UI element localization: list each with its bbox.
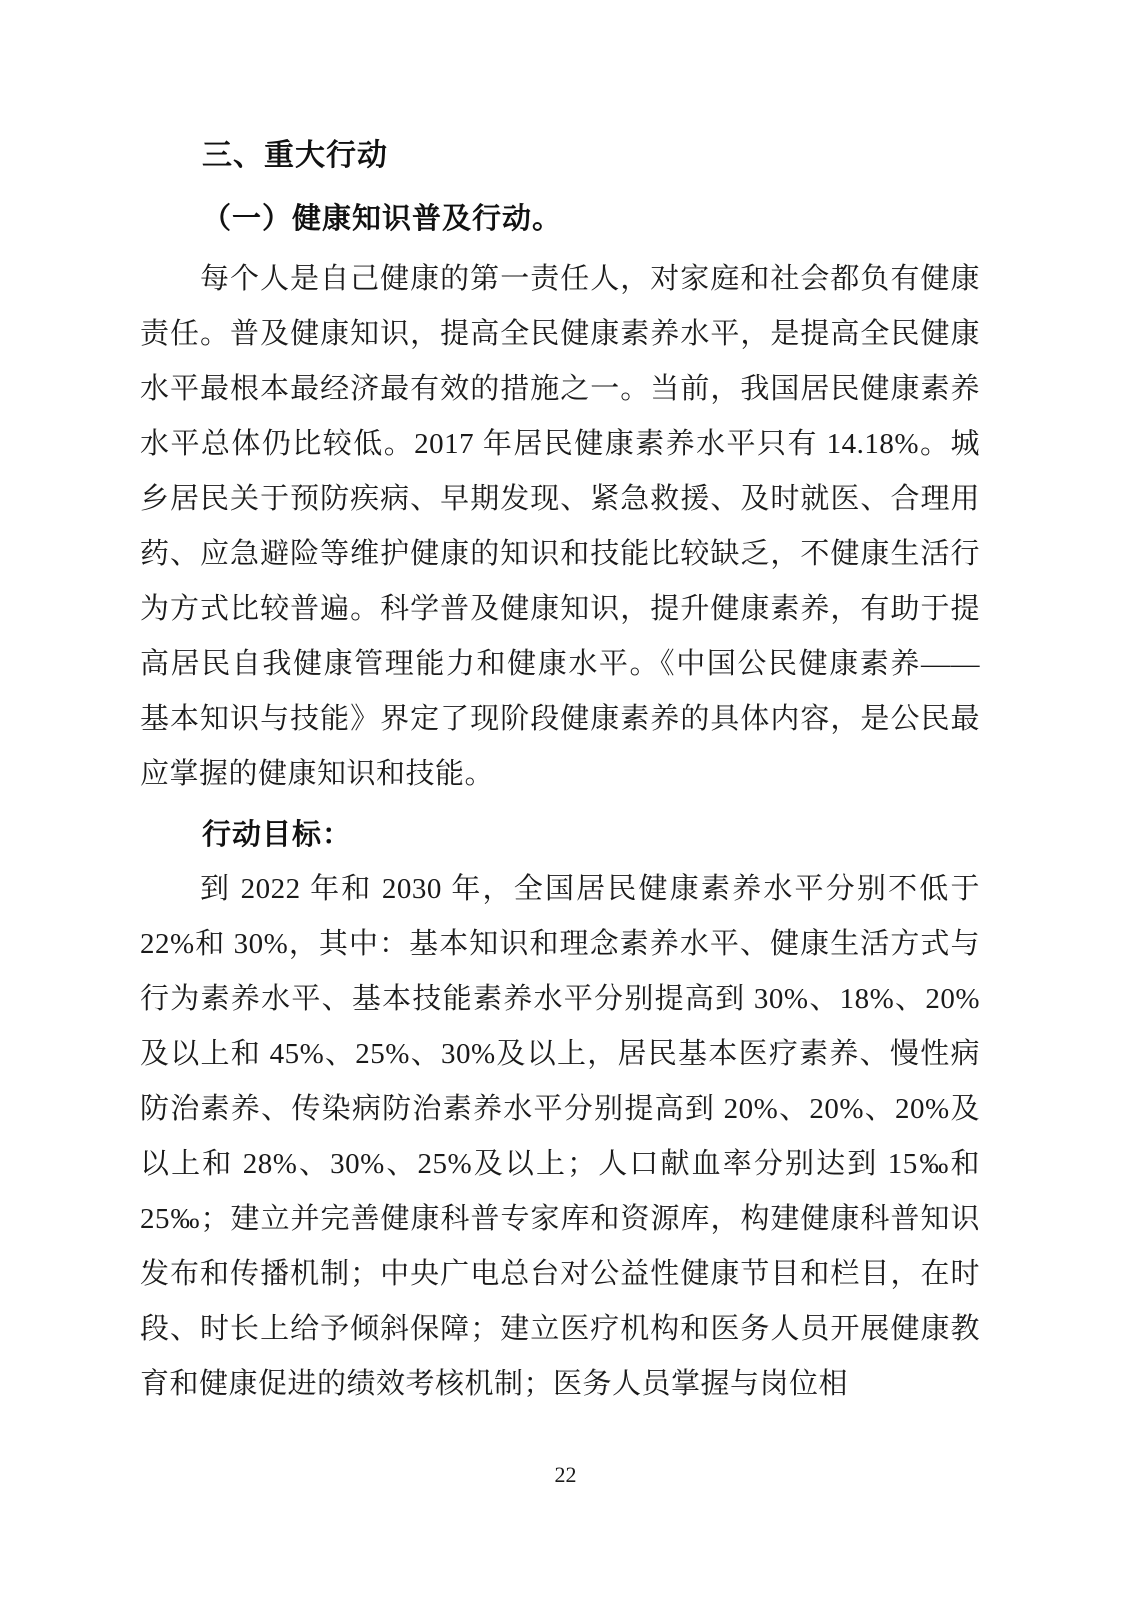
page-content [140, 130, 980, 1414]
paragraph-health-knowledge-intro: 每个人是自己健康的第一责任人，对家庭和社会都负有健康责任。普及健康知识，提高全民健康素养水平，是提高全民健康水平最根本最经济最有效的措施之一。当前，我国居民健康素养水平总体仍比较低。2017 年居民健康素养水平只有 14.18%。城乡居民关于预防疾病、早期发现、紧急救援、及时就医、合理用药、应急避险等维护健康的知识和技能比较缺乏，不健康生活行为方式比较普遍。科学普及健康知识，提升健康素养，有助于提高居民自我健康管理能力和健康水平。《中国公民健康素养——基本知识与技能》界定了现阶段健康素养的具体内容，是公民最应掌握的健康知识和技能。 [140, 263, 980, 790]
section-heading-major-actions: 三、重大行动 [202, 138, 388, 173]
subsection-heading-health-knowledge: （一）健康知识普及行动。 [202, 201, 563, 235]
paragraph-action-goals: 到 2022 年和 2030 年，全国居民健康素养水平分别不低于 22%和 30%，其中：基本知识和理念素养水平、健康生活方式与行为素养水平、基本技能素养水平分别提高到 30%、18%、20%及以上和 45%、25%、30%及以上，居民基本医疗素养、慢性病防治素养、传染病防治素养水平分别提高到 20%、20%、20%及以上和 28%、30%、25%及以上；人口献血率分别达到 15‰和 25‰；建立并完善健康科普专家库和资源库，构建健康科普知识发布和传播机制；中央广电总台对公益性健康节目和栏目，在时段、时长上给予倾斜保障；建立医疗机构和医务人员开展健康教育和健康促进的绩效考核机制；医务人员掌握与岗位相 [140, 873, 980, 1400]
heading-action-goals: 行动目标： [202, 817, 353, 851]
page-number: 22 [554, 1462, 577, 1487]
